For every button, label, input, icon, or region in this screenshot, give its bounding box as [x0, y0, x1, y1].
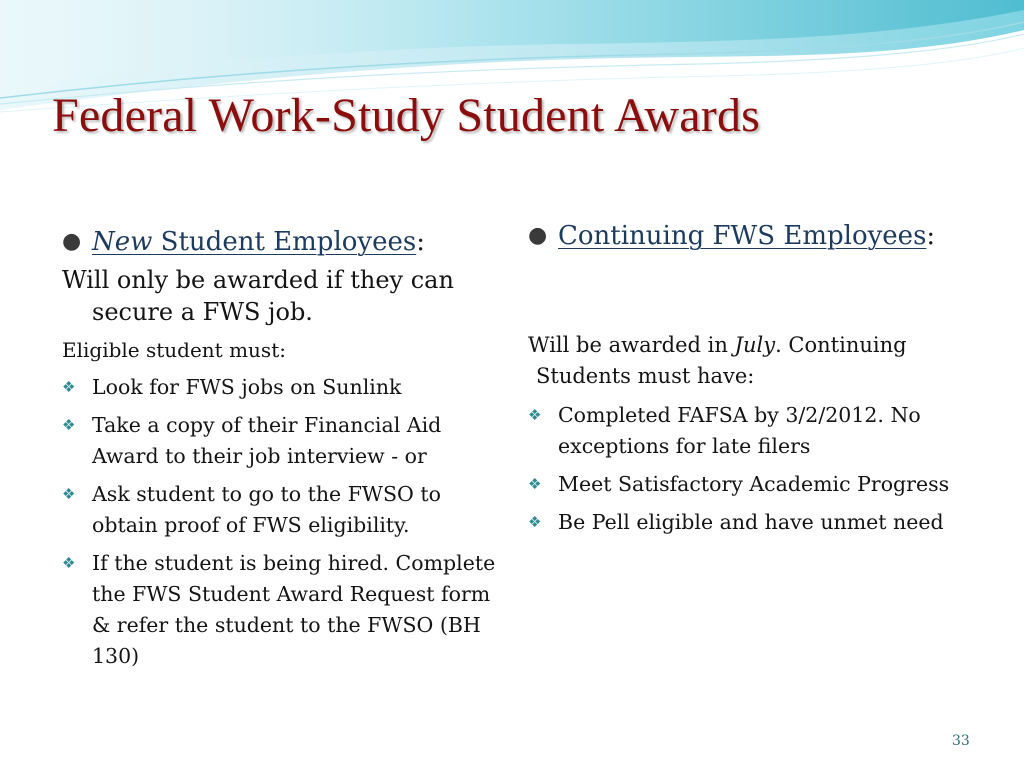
- list-item: [62, 548, 502, 672]
- diamond-bullet-icon: ❖: [528, 513, 542, 531]
- list-item: [62, 410, 502, 472]
- left-heading-emphasis: New: [92, 227, 153, 257]
- left-heading-rest: Student Employees: [152, 227, 417, 257]
- left-column: [62, 222, 502, 679]
- left-requirements-list: [62, 372, 502, 672]
- list-item-text: Take a copy of their Financial Aid Award to their job interview - or: [92, 413, 442, 468]
- round-bullet-icon: ●: [528, 223, 548, 248]
- list-item-text: Meet Satisfactory Academic Progress: [558, 472, 950, 496]
- left-heading: [62, 222, 502, 262]
- diamond-bullet-icon: ❖: [62, 554, 76, 572]
- list-item-text: Ask student to go to the FWSO to obtain proof of FWS eligibility.: [92, 482, 441, 537]
- right-intro: [528, 330, 1008, 392]
- list-item-text: Look for FWS jobs on Sunlink: [92, 375, 402, 399]
- diamond-bullet-icon: ❖: [62, 416, 76, 434]
- left-intro: Will only be awarded if they can secure a FWS job.: [62, 266, 454, 326]
- list-item-text: If the student is being hired. Complete the FWS Student Award Request form & refer the student to the FWSO (BH 130): [92, 551, 496, 668]
- right-intro-before: Will be awarded in: [528, 333, 735, 357]
- right-intro-after: . Continuing Students must have:: [536, 333, 907, 388]
- diamond-bullet-icon: ❖: [528, 406, 542, 424]
- list-item: [528, 400, 1008, 462]
- list-item: [62, 372, 502, 403]
- eligible-label: Eligible student must:: [62, 338, 286, 362]
- right-heading-colon: :: [926, 221, 936, 251]
- list-item: [62, 479, 502, 541]
- list-item: [528, 507, 1008, 538]
- right-intro-emphasis: July: [734, 333, 776, 357]
- right-column: [528, 216, 1008, 545]
- right-heading: [528, 216, 1008, 256]
- diamond-bullet-icon: ❖: [62, 378, 76, 396]
- round-bullet-icon: ●: [62, 229, 82, 254]
- left-heading-colon: :: [416, 227, 425, 257]
- slide-title: Federal Work-Study Student Awards: [52, 89, 761, 142]
- diamond-bullet-icon: ❖: [528, 475, 542, 493]
- list-item-text: Completed FAFSA by 3/2/2012. No exceptions for late filers: [558, 403, 921, 458]
- diamond-bullet-icon: ❖: [62, 485, 76, 503]
- list-item: [528, 469, 1008, 500]
- right-heading-text: Continuing FWS Employees: [558, 221, 927, 251]
- spacer: [528, 256, 1008, 322]
- right-requirements-list: [528, 400, 1008, 538]
- list-item-text: Be Pell eligible and have unmet need: [558, 510, 944, 534]
- page-number: 33: [952, 733, 970, 749]
- left-heading-text: [92, 227, 416, 257]
